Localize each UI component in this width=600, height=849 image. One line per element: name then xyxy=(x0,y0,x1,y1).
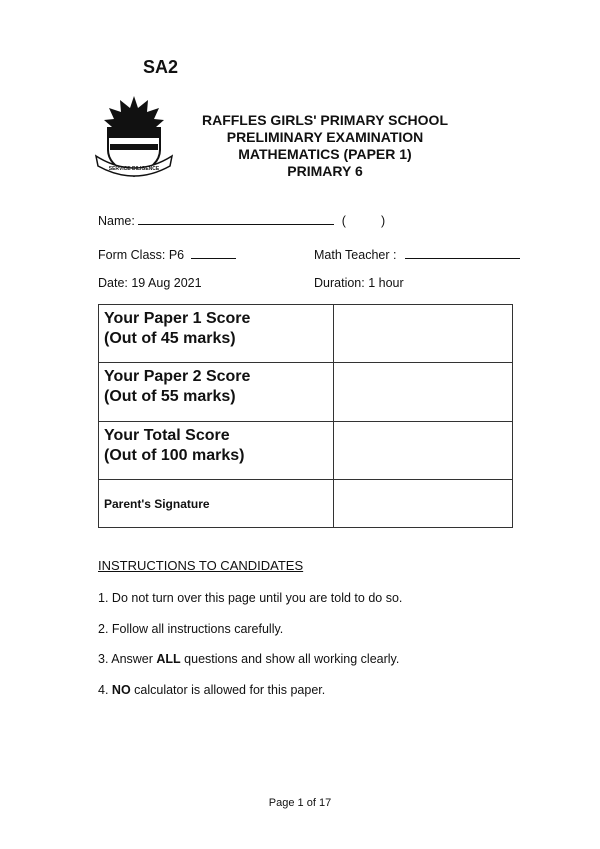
signature-cell[interactable] xyxy=(334,480,513,528)
signature-row xyxy=(99,480,513,528)
instruction-item xyxy=(98,591,402,605)
exam-name: PRELIMINARY EXAMINATION xyxy=(226,129,424,145)
form-class-line[interactable] xyxy=(191,258,236,259)
instructions-heading: INSTRUCTIONS TO CANDIDATES xyxy=(98,558,304,573)
row-title: Parent's Signature xyxy=(104,496,210,511)
name-row xyxy=(98,214,385,228)
instruction-item xyxy=(98,683,325,697)
row-subtitle: (Out of 55 marks) xyxy=(104,388,236,405)
score-row-paper2 xyxy=(99,363,513,422)
score-table xyxy=(98,304,513,528)
instruction-emphasis: ALL xyxy=(156,652,181,666)
row-subtitle: (Out of 100 marks) xyxy=(104,447,245,464)
score-cell-paper1[interactable] xyxy=(334,305,513,363)
instruction-text: calculator is allowed for this paper. xyxy=(130,683,326,697)
score-cell-paper2[interactable] xyxy=(334,363,513,422)
school-name: RAFFLES GIRLS' PRIMARY SCHOOL xyxy=(201,112,448,128)
name-label: Name: xyxy=(98,214,135,228)
subject-name: MATHEMATICS (PAPER 1) xyxy=(238,146,412,162)
row-title: Your Paper 2 Score xyxy=(104,368,251,385)
instruction-number: 1. xyxy=(98,591,109,605)
instruction-text: Answer xyxy=(111,652,157,666)
instruction-number: 3. xyxy=(98,652,109,666)
exam-date: Date: 19 Aug 2021 xyxy=(98,276,202,290)
instruction-item xyxy=(98,622,283,636)
name-line[interactable] xyxy=(138,224,334,225)
row-subtitle: (Out of 45 marks) xyxy=(104,330,236,347)
index-close: ) xyxy=(380,214,386,228)
index-open: ( xyxy=(341,214,346,228)
teacher-label: Math Teacher : xyxy=(314,248,397,262)
level-name: PRIMARY 6 xyxy=(287,163,363,179)
form-class-row xyxy=(98,248,236,262)
exam-duration: Duration: 1 hour xyxy=(314,276,404,290)
score-row-total xyxy=(99,422,513,480)
instruction-emphasis: NO xyxy=(111,683,131,697)
instruction-number: 4. xyxy=(98,683,109,697)
instruction-item xyxy=(98,652,399,666)
instruction-text: Do not turn over this page until you are told to do so. xyxy=(111,591,403,605)
row-title: Your Paper 1 Score xyxy=(104,310,251,327)
paper-tag: SA2 xyxy=(143,57,179,77)
svg-text:SERVICE DILIGENCE: SERVICE DILIGENCE xyxy=(108,166,160,172)
form-class-label: Form Class: P6 xyxy=(98,248,185,262)
teacher-line[interactable] xyxy=(405,258,520,259)
instruction-number: 2. xyxy=(98,622,109,636)
instruction-text: Follow all instructions carefully. xyxy=(111,622,284,636)
score-cell-total[interactable] xyxy=(334,422,513,480)
page-number: Page 1 of 17 xyxy=(268,797,332,809)
teacher-row xyxy=(314,248,520,262)
school-header xyxy=(160,112,490,180)
row-title: Your Total Score xyxy=(104,427,230,444)
score-row-paper1 xyxy=(99,305,513,363)
instruction-text: questions and show all working clearly. xyxy=(180,652,400,666)
